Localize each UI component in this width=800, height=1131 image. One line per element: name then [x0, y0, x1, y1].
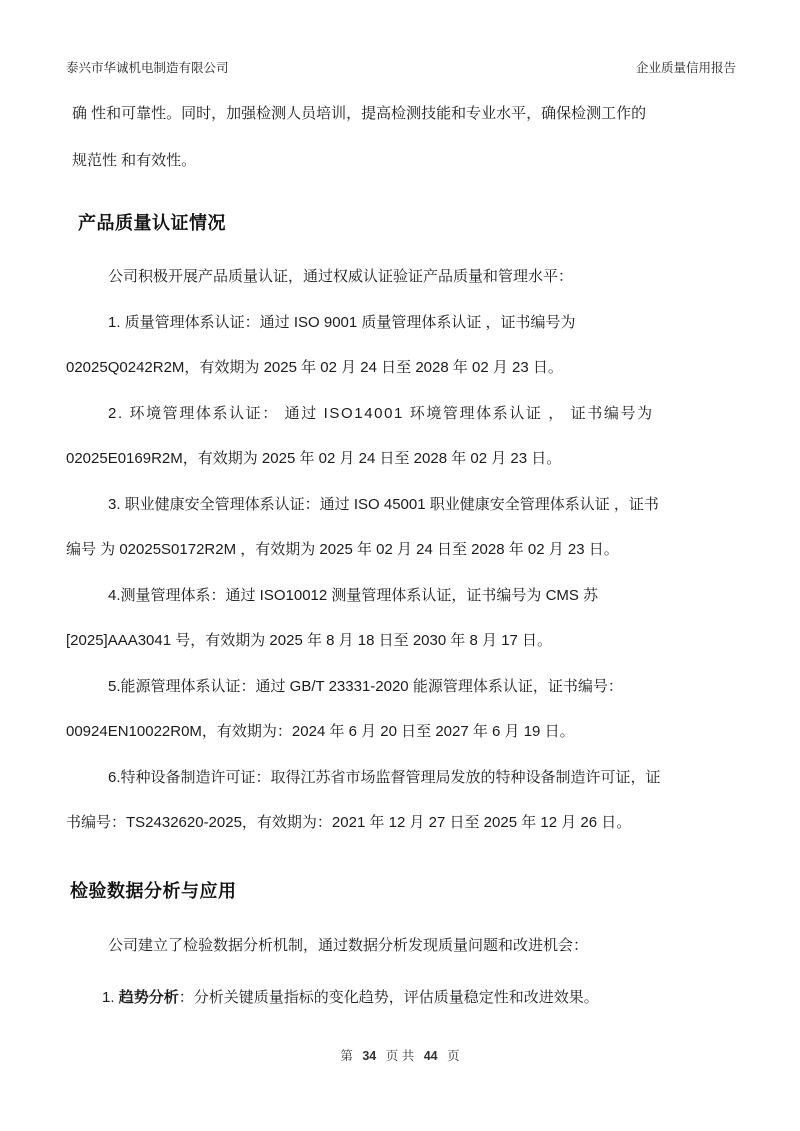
cert-item-line: 6.特种设备制造许可证：取得江苏省市场监督管理局发放的特种设备制造许可证，证: [108, 768, 661, 786]
cert-item-4: [66, 573, 736, 664]
certification-lead: 公司积极开展产品质量认证，通过权威认证验证产品质量和管理水平：: [108, 268, 574, 285]
cert-item-line: [2025]AAA3041 号，有效期为 2025 年 8 月 18 日至 2030 年 8 月 17 日。: [66, 632, 553, 649]
footer-suffix: 页: [447, 1049, 460, 1063]
intro-paragraph: [66, 90, 736, 184]
cert-item-line: 02025Q0242R2M，有效期为 2025 年 02 月 24 日至 2028 年 02 月 23 日。: [66, 359, 563, 376]
cert-item-line: 5.能源管理体系认证：通过 GB/T 23331-2020 能源管理体系认证，证书编号：: [108, 677, 623, 695]
section-title-certification: 产品质量认证情况: [78, 213, 226, 233]
cert-item-line: 1. 质量管理体系认证：通过 ISO 9001 质量管理体系认证 ，证书编号为: [108, 313, 576, 331]
section-title-analysis: 检验数据分析与应用: [70, 880, 237, 901]
analysis-item-1: [66, 983, 736, 1013]
cert-item-line: 00924EN10022R0M，有效期为：2024 年 6 月 20 日至 2027 年 6 月 19 日。: [66, 723, 575, 740]
page-header: [66, 60, 736, 76]
page-footer: [0, 1046, 800, 1064]
footer-middle: 页 共: [385, 1049, 415, 1063]
analysis-item-text: ：分析关键质量指标的变化趋势，评估质量稳定性和改进效果。: [178, 988, 599, 1006]
analysis-item-term: 趋势分析: [118, 988, 179, 1006]
intro-line: 规范性 和有效性。: [72, 152, 197, 169]
cert-item-line: 书编号：TS2432620-2025，有效期为：2021 年 12 月 27 日至 2025 年 12 月 26 日。: [66, 814, 632, 831]
footer-page-number: 34: [362, 1049, 377, 1063]
cert-item-line: 编号 为 02025S0172R2M ，有效期为 2025 年 02 月 24 日至 2028 年 02 月 23 日。: [66, 541, 619, 558]
cert-item-1: [66, 300, 736, 391]
header-company-name: 泰兴市华诚机电制造有限公司: [66, 61, 229, 75]
cert-item-line: 2. 环境管理体系认证： 通过 ISO14001 环境管理体系认证 ， 证书编号为: [108, 404, 654, 422]
cert-item-line: 3. 职业健康安全管理体系认证：通过 ISO 45001 职业健康安全管理体系认证 ，证书: [108, 495, 659, 513]
analysis-lead: 公司建立了检验数据分析机制，通过数据分析发现质量问题和改进机会：: [108, 936, 589, 954]
certification-list: [66, 254, 736, 846]
footer-prefix: 第: [340, 1049, 353, 1063]
footer-total-pages: 44: [423, 1049, 438, 1063]
header-report-title: 企业质量信用报告: [635, 61, 736, 75]
cert-item-3: [66, 482, 736, 573]
cert-item-line: 02025E0169R2M，有效期为 2025 年 02 月 24 日至 2028 年 02 月 23 日。: [66, 450, 562, 467]
analysis-item-number: 1.: [102, 988, 115, 1006]
cert-item-2: [66, 391, 736, 482]
cert-item-5: [66, 664, 736, 755]
cert-item-line: 4.测量管理体系：通过 ISO10012 测量管理体系认证，证书编号为 CMS 苏: [108, 586, 599, 604]
intro-line: 确 性和可靠性。同时，加强检测人员培训，提高检测技能和专业水平，确保检测工作的: [72, 105, 647, 122]
cert-item-6: [66, 755, 736, 846]
